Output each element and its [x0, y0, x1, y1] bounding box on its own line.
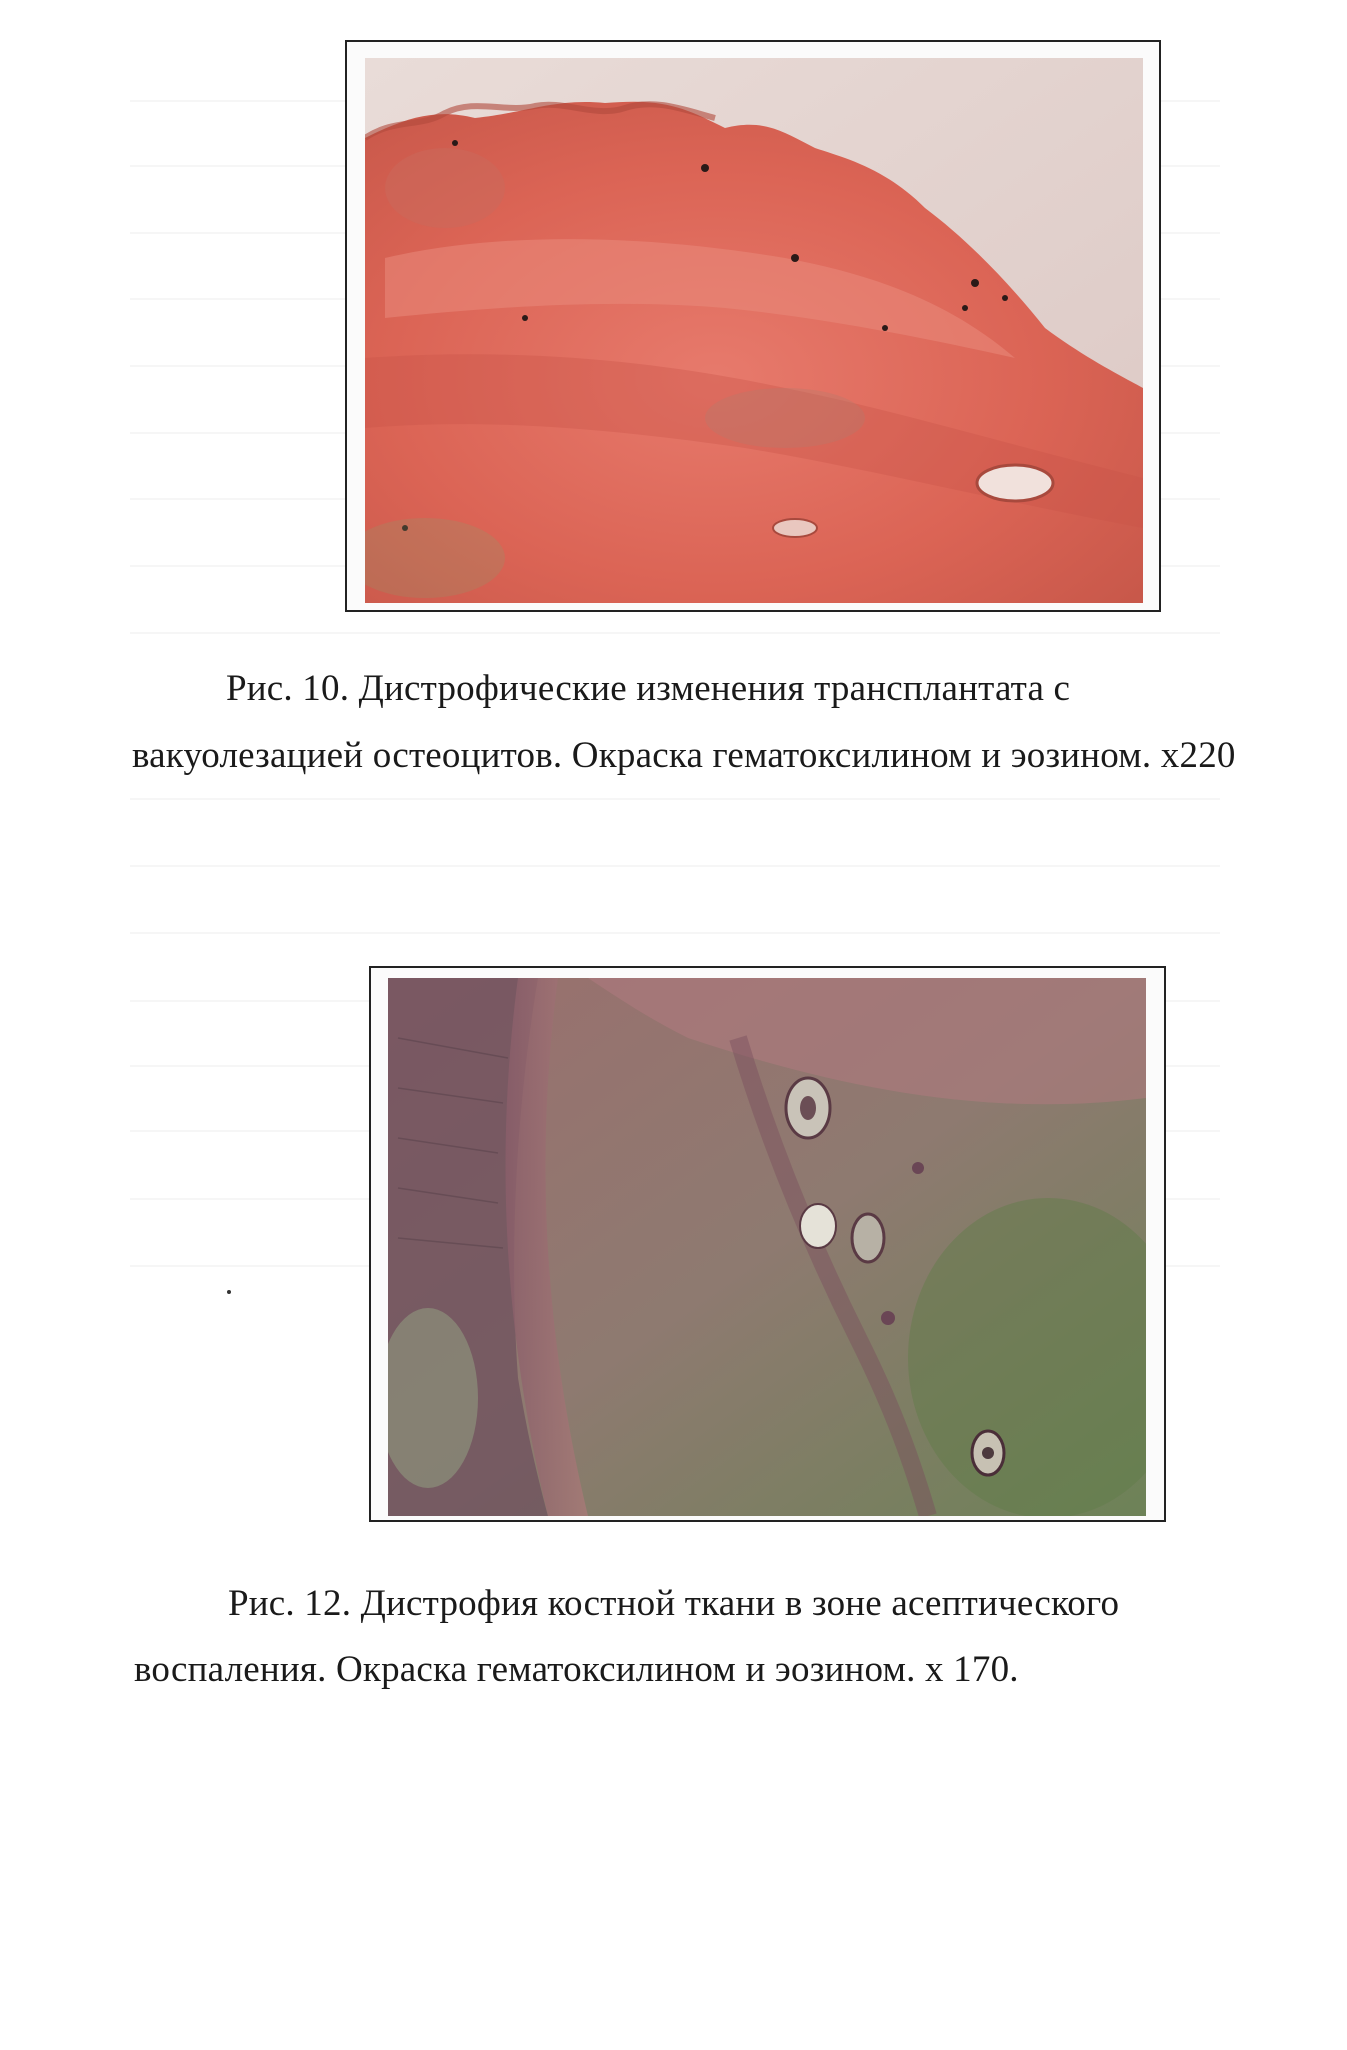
figure-10-caption-line-1: Рис. 10. Дистрофические изменения трансплантата с [226, 668, 1071, 709]
stray-dot [227, 1290, 231, 1294]
figure-12-caption-line-1: Рис. 12. Дистрофия костной ткани в зоне асептического [228, 1583, 1120, 1624]
figure-10-caption-line-2: вакуолезацией остеоцитов. Окраска гематоксилином и эозином. х220 [132, 735, 1236, 776]
figure-12-image [388, 978, 1146, 1516]
figure-10-image [365, 58, 1143, 603]
figure-12-caption-line-2: воспаления. Окраска гематоксилином и эозином. х 170. [134, 1649, 1019, 1690]
